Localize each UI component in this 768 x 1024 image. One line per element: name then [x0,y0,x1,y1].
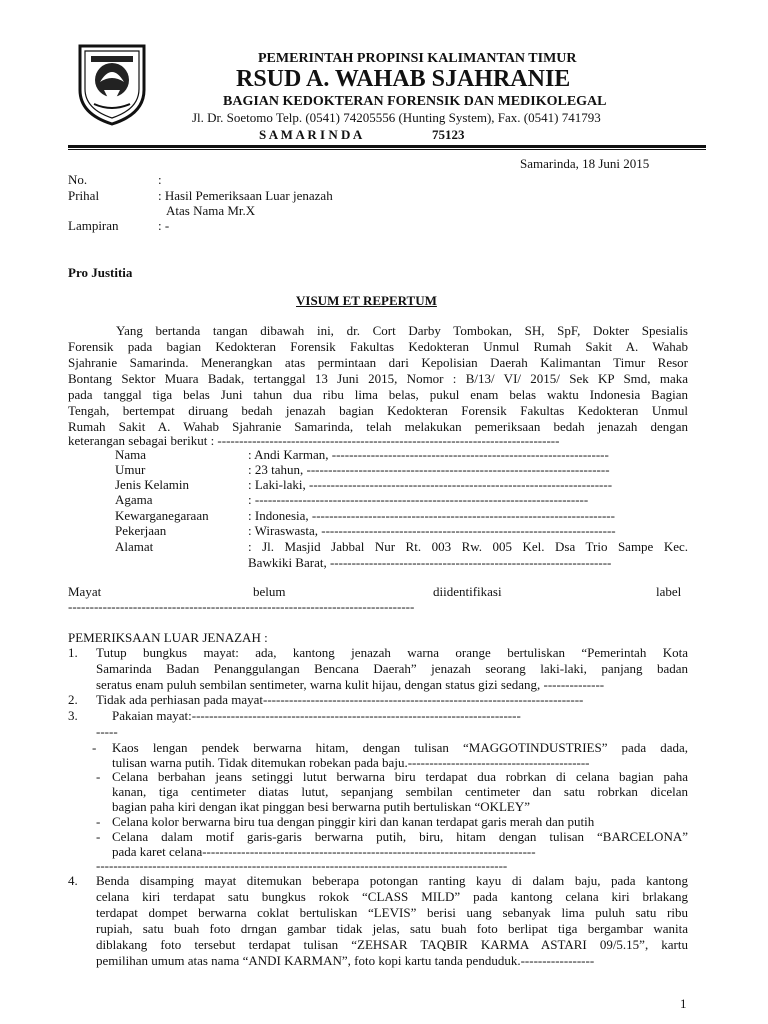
pro-justitia: Pro Justitia [68,265,133,280]
sub-line: bagian paha kiri dengan ikat pinggan besi berwarna putih bertuliskan “OKLEY” [112,799,531,814]
sub-dash: - [96,769,101,784]
item-line: pemilihan umum atas nama “ANDI KARMAN”, foto kopi kartu tanda penduduk.----------------- [96,953,595,968]
attachment-label: Lampiran [68,218,119,233]
item-line: ----------------------------------------------------------------------------------------------- [96,858,508,873]
identity-label: Alamat [115,539,154,554]
identity-value: : Jl. Masjid Jabbal Nur Rt. 003 Rw. 005 Kel. Dsa Trio Sampe Kec. [248,539,688,554]
mayat-word: diidentifikasi [433,584,502,599]
mayat-word: belum [253,584,286,599]
sub-line: tulisan warna putih. Tidak ditemukan robekan pada baju.------------------------------------------ [112,755,590,770]
item-line: ----- [96,724,118,739]
intro-line: Tengah, bertempat diruang bedah jenazah bagian Kedokteran Forensik Fakultas Kedokteran Unmul [68,403,688,418]
identity-label: Agama [115,492,153,507]
sub-dash: - [92,740,97,755]
identity-value: : Indonesia, ---------------------------------------------------------------------- [248,508,615,523]
item-line: Tidak ada perhiasan pada mayat-------------------------------------------------------------------------- [96,692,584,707]
sub-dash: - [96,814,101,829]
identity-label: Kewarganegaraan [115,508,209,523]
intro-line: Forensik pada bagian Kedokteran Forensik Fakultas Kedokteran Unmul Rumah Sakit A. Wahab [68,339,688,354]
sub-line: Celana berbahan jeans setinggi lutut berwarna biru terdapat dua robrkan di celana bagian paha [112,769,688,784]
province-emblem-icon [74,38,150,128]
item-line: terdapat dompet berwarna coklat bertuliskan “LEVIS” berisi uang sebanyak lima puluh satu ribu [96,905,688,920]
item-number: 1. [68,645,78,660]
government-name: PEMERINTAH PROPINSI KALIMANTAN TIMUR [258,51,577,66]
hospital-address: Jl. Dr. Soetomo Telp. (0541) 74205556 (Hunting System), Fax. (0541) 741793 [192,110,601,125]
subject-value-line2: Atas Nama Mr.X [166,203,256,218]
intro-line: keterangan sebagai berikut : ------------------------------------------------------------------------------- [68,433,560,448]
document-title: VISUM ET REPERTUM [296,293,437,308]
item-line: Benda disamping mayat ditemukan beberapa potongan ranting kayu di dalam baju, pada kantong [96,873,688,888]
item-line: celana kiri terdapat satu bungkus rokok “CLASS MILD” pada kantong celana kiri brlakang [96,889,688,904]
sub-line: Celana kolor berwarna biru tua dengan pinggir kiri dan kanan terdapat garis merah dan putih [112,814,595,829]
address-continuation: Bawkiki Barat, ----------------------------------------------------------------- [248,555,612,570]
mayat-word: Mayat [68,584,102,599]
sub-dash: - [96,829,101,844]
mayat-word: label [656,584,682,599]
number-value: : [158,172,162,187]
subject-value: : Hasil Pemeriksaan Luar jenazah [158,188,333,203]
item-line: rupiah, satu buah foto drngan gambar tidak jelas, satu buah foto berlipat tiga bergambar wanita [96,921,688,936]
attachment-value: : - [158,218,170,233]
identity-value: : ----------------------------------------------------------------------------- [248,492,589,507]
item-line: Pakaian mayat:---------------------------------------------------------------------------- [112,708,521,723]
intro-line: pada tanggal tiga belas Juni tahun dua ribu lima belas, pukul enam belas waktu Indonesia Bagian [68,387,688,402]
intro-line: Rumah Sakit A. Wahab Sjahranie Samarinda, telah melakukan pemeriksaan bedah jenazah dengan [68,419,688,434]
sub-line: pada karet celana----------------------------------------------------------------------------- [112,844,536,859]
sub-line: Celana dalam motif garis-garis berwarna putih, biru, hitam dengan tulisan “BARCELONA” [112,829,688,844]
letter-date: Samarinda, 18 Juni 2015 [520,156,650,171]
item-number: 4. [68,873,78,888]
intro-line: Yang bertanda tangan dibawah ini, dr. Cort Darby Tombokan, SH, SpF, Dokter Spesialis [116,323,688,338]
mayat-dashes: -------------------------------------------------------------------------------- [68,599,415,614]
hospital-name: RSUD A. WAHAB SJAHRANIE [236,66,571,92]
sub-line: kanan, tiga centimeter diatas lutut, sepanjang sembilan centimeter dan satu robrkan dicelan [112,784,688,799]
identity-label: Pekerjaan [115,523,167,538]
department-name: BAGIAN KEDOKTERAN FORENSIK DAN MEDIKOLEGAL [223,94,607,109]
identity-value: : Wiraswasta, -------------------------------------------------------------------- [248,523,616,538]
identity-value: : Laki-laki, ---------------------------------------------------------------------- [248,477,613,492]
item-line: diblakang foto tersebut terdapat tulisan “ZEHSAR TAQBIR KARMA ASTARI 09/5.15”, kartu [96,937,688,952]
item-number: 2. [68,692,78,707]
identity-value: : Andi Karman, ---------------------------------------------------------------- [248,447,609,462]
item-line: Tutup bungkus mayat: ada, kantong jenazah warna orange bertuliskan “Pemerintah Kota [96,645,688,660]
item-line: Samarinda Badan Penanggulangan Bencana Daerah” jenazah seorang laki-laki, panjang badan [96,661,688,676]
identity-label: Jenis Kelamin [115,477,190,492]
header-rule-thin [68,149,706,150]
city-name: S A M A R I N D A [259,127,363,142]
intro-line: Sjahranie Samarinda. Menerangkan atas permintaan dari Kepolisian Daerah Kalimantan Timur Resor [68,355,688,370]
page-number: 1 [680,996,687,1011]
intro-line: Bontang Sektor Muara Badak, tertanggal 13 Juni 2015, Nomor : B/13/ VI/ 2015/ Sek KP Smd, maka [68,371,688,386]
item-number: 3. [68,708,78,723]
identity-label: Umur [115,462,146,477]
identity-label: Nama [115,447,147,462]
identity-value: : 23 tahun, ---------------------------------------------------------------------- [248,462,610,477]
item-line: seratus enam puluh sembilan sentimeter, warna kulit hijau, dengan status gizi sedang, -------------- [96,677,605,692]
subject-label: Prihal [68,188,100,203]
header-rule-thick [68,145,706,148]
number-label: No. [68,172,88,187]
section-title: PEMERIKSAAN LUAR JENAZAH : [68,630,268,645]
postcode: 75123 [432,127,465,142]
sub-line: Kaos lengan pendek berwarna hitam, dengan tulisan “MAGGOTINDUSTRIES” pada dada, [112,740,688,755]
